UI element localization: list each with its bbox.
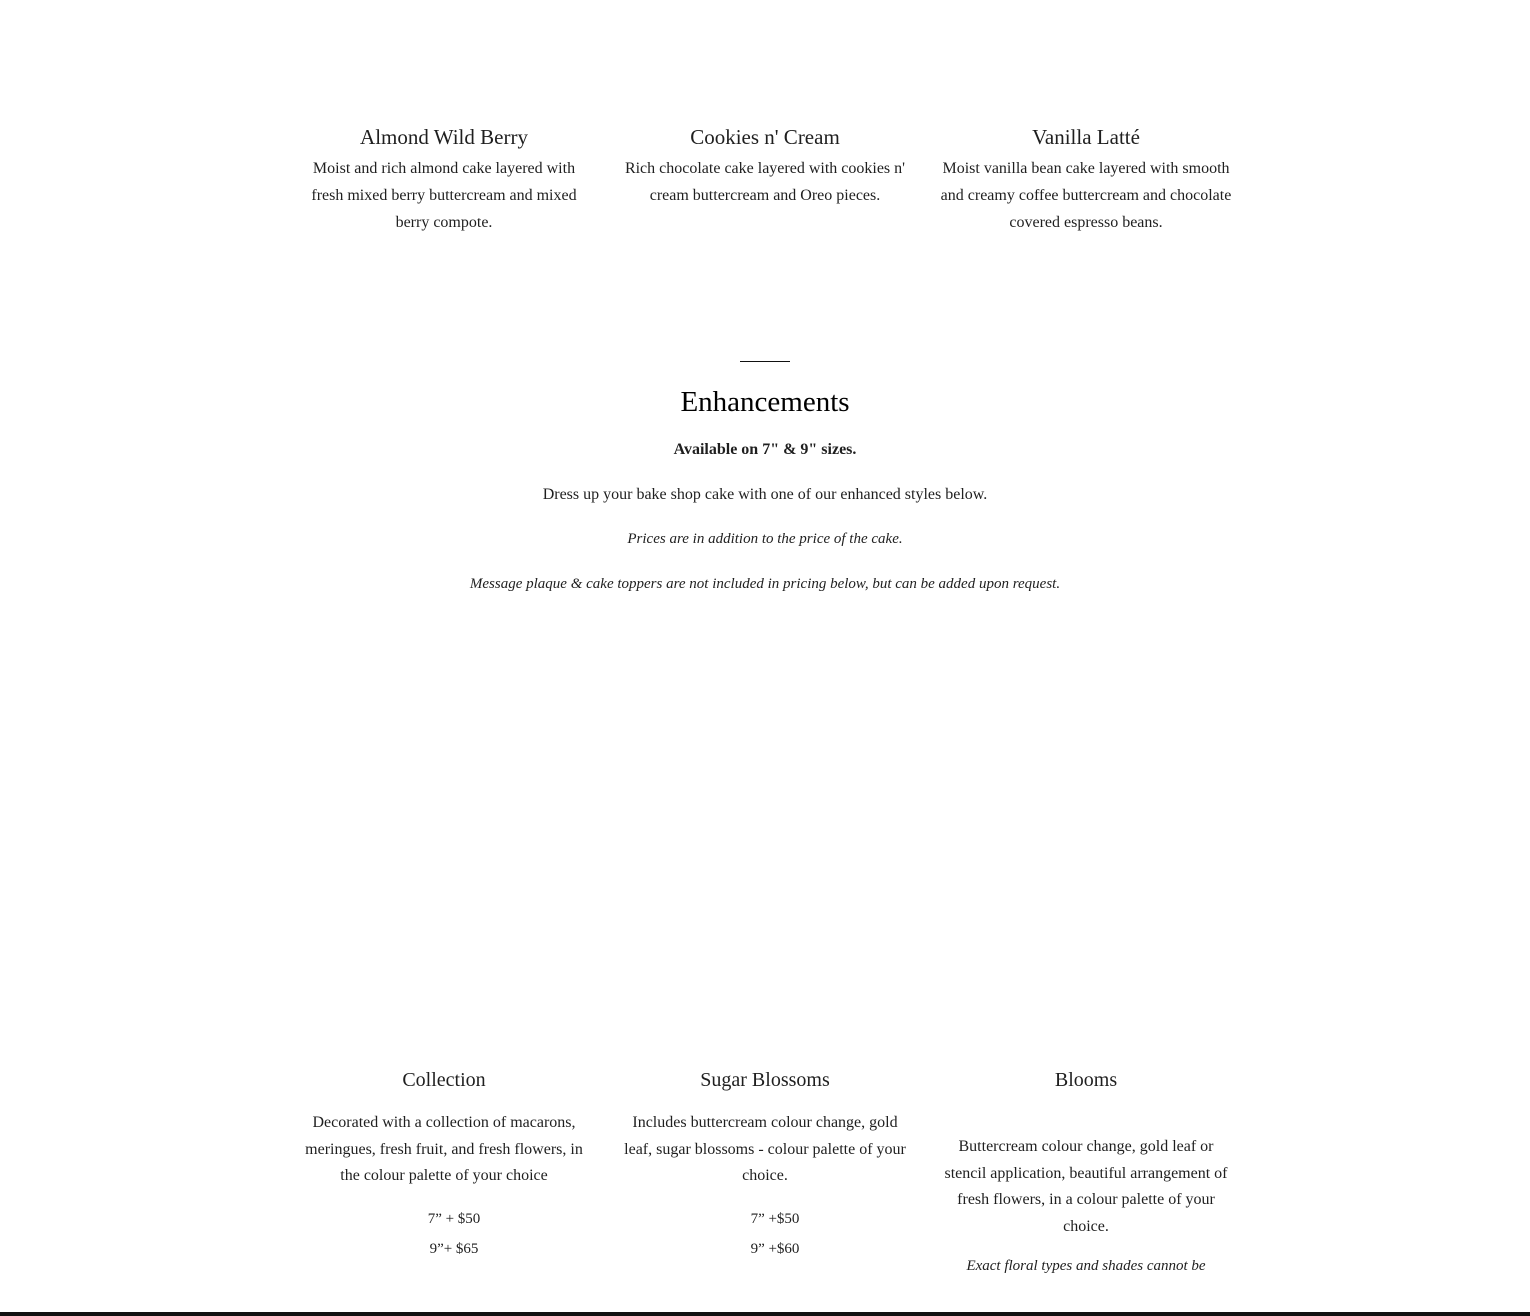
enhancement-description: Includes buttercream colour change, gold leaf, sugar blossoms - colour palette of your choice. (624, 1114, 906, 1184)
enhancement-price-7: 7” +$50 (750, 1210, 800, 1227)
enhancements-price-note: Prices are in addition to the price of the cake. (627, 531, 903, 547)
enhancement-title: Blooms (1054, 1069, 1118, 1091)
enhancements-grid (284, 1067, 1246, 1278)
flavor-title: Almond Wild Berry (360, 125, 528, 149)
enhancement-description: Decorated with a collection of macarons, meringues, fresh fruit, and fresh flowers, in the colour palette of your choice (305, 1114, 583, 1184)
enhancements-availability: Available on 7" & 9" sizes. (673, 441, 857, 458)
flavor-title: Cookies n' Cream (690, 125, 840, 149)
flavor-card-vanilla-latte (926, 124, 1246, 236)
enhancement-title: Collection (402, 1069, 486, 1091)
section-divider (740, 361, 790, 362)
enhancement-floral-note: Exact floral types and shades cannot be (966, 1258, 1206, 1274)
enhancement-description: Buttercream colour change, gold leaf or stencil application, beautiful arrangement of fresh flowers, in a colour palette of your choice. (944, 1138, 1228, 1235)
flavor-description: Moist and rich almond cake layered with fresh mixed berry buttercream and mixed berry compote. (311, 160, 577, 231)
enhancement-title: Sugar Blossoms (700, 1069, 830, 1091)
enhancement-price-9: 9” +$60 (750, 1240, 800, 1257)
enhancement-card-blooms (926, 1067, 1246, 1278)
enhancements-toppers-note: Message plaque & cake toppers are not included in pricing below, but can be added upon request. (469, 576, 1061, 592)
flavor-card-almond-wild-berry (284, 124, 604, 236)
flavor-description: Moist vanilla bean cake layered with smooth and creamy coffee buttercream and chocolate covered espresso beans. (940, 160, 1232, 231)
flavor-description: Rich chocolate cake layered with cookies n' cream buttercream and Oreo pieces. (624, 160, 906, 204)
enhancement-price-7: 7” + $50 (427, 1210, 481, 1227)
flavor-grid (284, 124, 1246, 236)
flavor-card-cookies-n-cream (605, 124, 925, 236)
enhancement-card-collection (284, 1067, 604, 1278)
enhancements-title: Enhancements (680, 386, 850, 418)
enhancement-card-sugar-blossoms (605, 1067, 925, 1278)
enhancement-price-9: 9”+ $65 (429, 1240, 479, 1257)
enhancements-intro: Dress up your bake shop cake with one of our enhanced styles below. (542, 486, 988, 503)
viewport-bottom-edge (0, 1312, 1530, 1316)
flavor-title: Vanilla Latté (1032, 125, 1140, 149)
